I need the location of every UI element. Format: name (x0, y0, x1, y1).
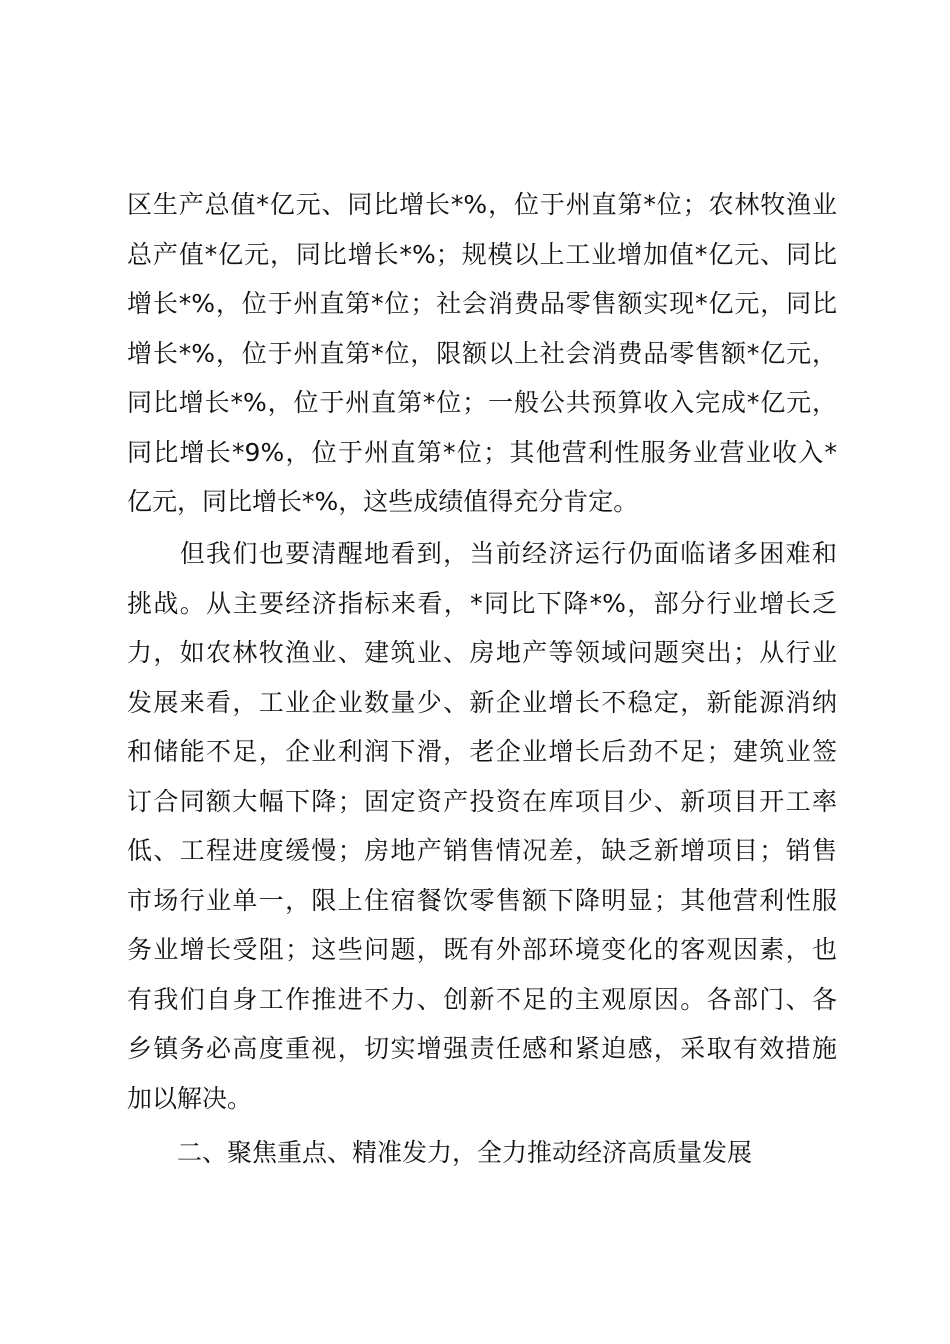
paragraph-line: 区生产总值*亿元、同比增长*%，位于州直第*位；农林牧渔业 (127, 190, 837, 219)
paragraph-line: 加以解决。 (127, 1083, 253, 1113)
paragraph-line: 有我们自身工作推进不力、创新不足的主观原因。各部门、各 (127, 984, 837, 1014)
paragraph-line: 但我们也要清醒地看到，当前经济运行仍面临诸多困难和 (127, 539, 837, 568)
paragraph-line: 和储能不足，企业利润下滑，老企业增长后劲不足；建筑业签 (127, 737, 837, 766)
paragraph-line: 挑战。从主要经济指标来看，*同比下降*%，部分行业增长乏 (127, 588, 837, 618)
paragraph-line: 同比增长*9%，位于州直第*位；其他营利性服务业营业收入* (127, 437, 837, 467)
paragraph-line: 务业增长受阻；这些问题，既有外部环境变化的客观因素，也 (127, 935, 837, 964)
paragraph-line: 力，如农林牧渔业、建筑业、房地产等领域问题突出；从行业 (127, 638, 837, 667)
paragraph-achievements (127, 180, 837, 527)
paragraph-line: 发展来看，工业企业数量少、新企业增长不稳定，新能源消纳 (127, 687, 837, 717)
section-heading: 二、聚焦重点、精准发力，全力推动经济高质量发展 (177, 1138, 753, 1167)
paragraph-line: 乡镇务必高度重视，切实增强责任感和紧迫感，采取有效措施 (127, 1034, 837, 1063)
paragraph-line: 低、工程进度缓慢；房地产销售情况差，缺乏新增项目；销售 (127, 836, 837, 865)
paragraph-line: 同比增长*%，位于州直第*位；一般公共预算收入完成*亿元， (127, 388, 837, 417)
paragraph-line: 亿元，同比增长*%，这些成绩值得充分肯定。 (127, 487, 639, 516)
paragraph-line: 订合同额大幅下降；固定资产投资在库项目少、新项目开工率 (127, 786, 837, 816)
paragraph-line: 增长*%，位于州直第*位；社会消费品零售额实现*亿元，同比 (127, 289, 837, 318)
paragraph-line: 总产值*亿元，同比增长*%；规模以上工业增加值*亿元、同比 (127, 239, 837, 269)
paragraph-line: 增长*%，位于州直第*位，限额以上社会消费品零售额*亿元， (127, 338, 837, 368)
paragraph-line: 市场行业单一，限上住宿餐饮零售额下降明显；其他营利性服 (127, 885, 837, 915)
paragraph-challenges (127, 529, 837, 1123)
